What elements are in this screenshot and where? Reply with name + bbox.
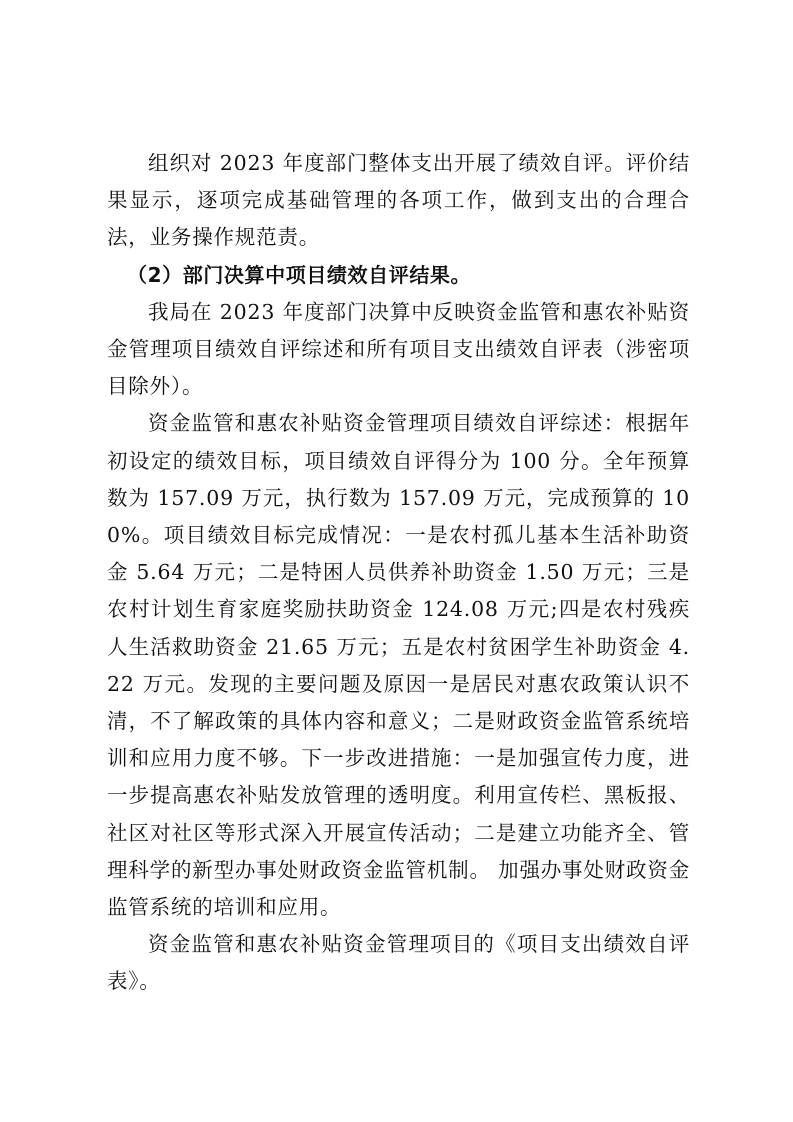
- section-heading-project-evaluation: （2）部门决算中项目绩效自评结果。: [127, 262, 472, 287]
- document-page: [107, 145, 690, 1001]
- paragraph-project-summary-intro: 我局在 2023 年度部门决算中反映资金监管和惠农补贴资金管理项目绩效自评综述和所有项目支出绩效自评表（涉密项目除外）。: [107, 299, 690, 399]
- paragraph-project-table-reference: 资金监管和惠农补贴资金管理项目的《项目支出绩效自评表》。: [107, 932, 690, 994]
- paragraph-overall-evaluation: 组织对 2023 年度部门整体支出开展了绩效自评。评价结果显示，逐项完成基础管理的各项工作，做到支出的合理合法，业务操作规范责。: [107, 151, 690, 250]
- paragraph-project-summary-detail: 资金监管和惠农补贴资金管理项目绩效自评综述：根据年初设定的绩效目标，项目绩效自评得分为 100 分。全年预算数为 157.09 万元，执行数为 157.09 万元，完成预算的 100%。项目绩效目标完成情况：一是农村孤儿基本生活补助资金 5.64 万元；二是特困人员供养补助资金 1.50 万元；三是农村计划生育家庭奖励扶助资金 124.08 万元;四是农村残疾人生活救助资金 21.65 万元；五是农村贫困学生补助资金 4.22 万元。发现的主要问题及原因一是居民对惠农政策认识不清，不了解政策的具体内容和意义；二是财政资金监管系统培训和应用力度不够。下一步改进措施：一是加强宣传力度，进一步提高惠农补贴发放管理的透明度。利用宣传栏、黑板报、社区对社区等形式深入开展宣传活动；二是建立功能齐全、管理科学的新型办事处财政资金监管机制。 加强办事处财政资金监管系统的培训和应用。: [107, 411, 690, 920]
